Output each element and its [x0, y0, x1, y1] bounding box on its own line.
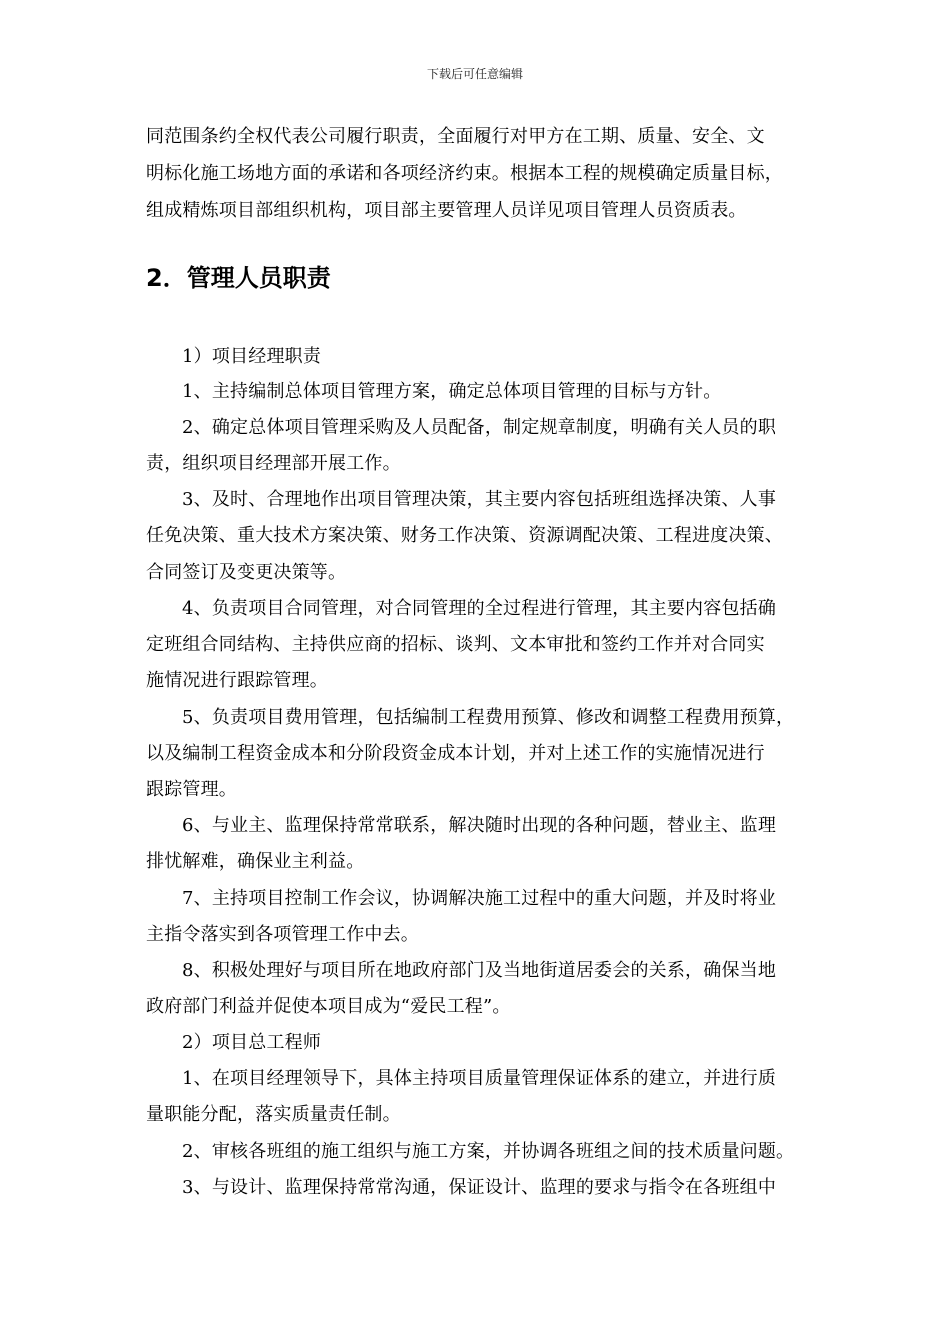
paragraph-line: 2、确定总体项目管理采购及人员配备，制定规章制度，明确有关人员的职 [182, 417, 777, 438]
page-header-note: 下载后可任意编辑 [426, 67, 523, 81]
section-heading: 2．管理人员职责 [146, 264, 331, 292]
paragraph-line: 3、及时、合理地作出项目管理决策，其主要内容包括班组选择决策、人事 [182, 489, 777, 510]
paragraph-line: 施情况进行跟踪管理。 [146, 670, 328, 691]
intro-line: 同范围条约全权代表公司履行职责，全面履行对甲方在工期、质量、安全、文 [146, 126, 765, 147]
intro-line: 组成精炼项目部组织机构，项目部主要管理人员详见项目管理人员资质表。 [146, 200, 747, 221]
paragraph-line: 政府部门利益并促使本项目成为“爱民工程”。 [146, 996, 511, 1017]
paragraph-line: 主指令落实到各项管理工作中去。 [146, 924, 419, 945]
subsection-title: 2）项目总工程师 [182, 1032, 322, 1053]
paragraph-line: 3、与设计、监理保持常常沟通，保证设计、监理的要求与指令在各班组中 [182, 1177, 777, 1198]
paragraph-line: 跟踪管理。 [146, 779, 237, 800]
paragraph-line: 合同签订及变更决策等。 [146, 562, 347, 583]
paragraph-line: 1、主持编制总体项目管理方案，确定总体项目管理的目标与方针。 [182, 381, 722, 402]
intro-line: 明标化施工场地方面的承诺和各项经济约束。根据本工程的规模确定质量目标， [146, 163, 783, 184]
paragraph-line: 责，组织项目经理部开展工作。 [146, 453, 401, 474]
paragraph-line: 7、主持项目控制工作会议，协调解决施工过程中的重大问题，并及时将业 [182, 888, 777, 909]
paragraph-line: 8、积极处理好与项目所在地政府部门及当地街道居委会的关系，确保当地 [182, 960, 777, 981]
paragraph-line: 5、负责项目费用管理，包括编制工程费用预算、修改和调整工程费用预算， [182, 707, 795, 728]
paragraph-line: 2、审核各班组的施工组织与施工方案，并协调各班组之间的技术质量问题。 [182, 1141, 795, 1162]
paragraph-line: 1、在项目经理领导下，具体主持项目质量管理保证体系的建立，并进行质 [182, 1068, 777, 1089]
paragraph-line: 4、负责项目合同管理，对合同管理的全过程进行管理，其主要内容包括确 [182, 598, 777, 619]
paragraph-line: 任免决策、重大技术方案决策、财务工作决策、资源调配决策、工程进度决策、 [146, 525, 783, 546]
paragraph-line: 量职能分配，落实质量责任制。 [146, 1104, 401, 1125]
paragraph-line: 定班组合同结构、主持供应商的招标、谈判、文本审批和签约工作并对合同实 [146, 634, 765, 655]
paragraph-line: 6、与业主、监理保持常常联系，解决随时出现的各种问题，替业主、监理 [182, 815, 777, 836]
subsection-title: 1）项目经理职责 [182, 346, 322, 367]
paragraph-line: 排忧解难，确保业主利益。 [146, 851, 365, 872]
paragraph-line: 以及编制工程资金成本和分阶段资金成本计划，并对上述工作的实施情况进行 [146, 743, 765, 764]
